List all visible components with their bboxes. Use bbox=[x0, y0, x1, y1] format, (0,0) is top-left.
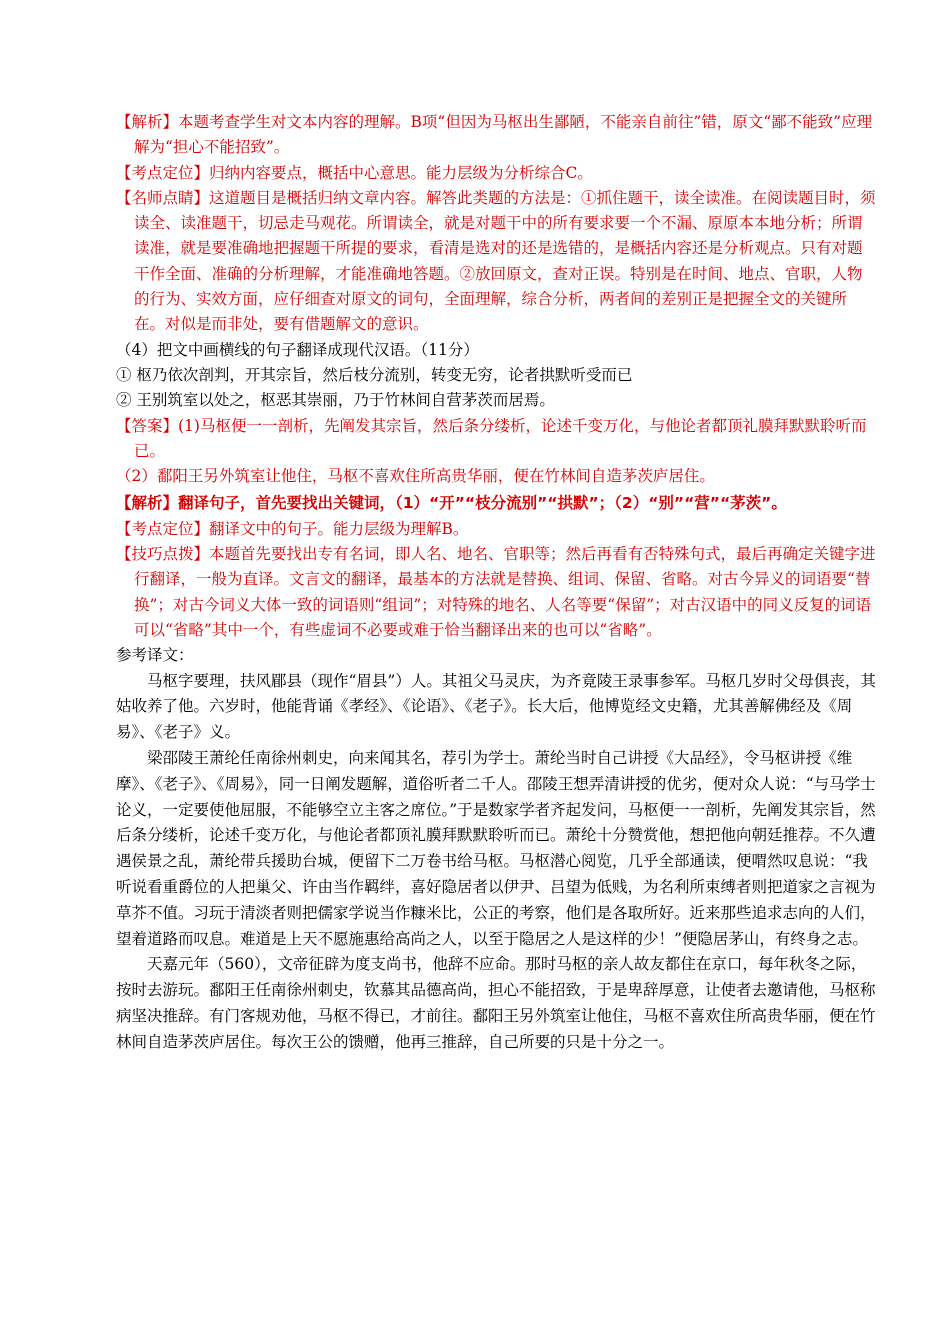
document-page bbox=[116, 110, 876, 1055]
translation-paragraph-1: 马枢字要理，扶风郿县（现作“眉县”）人。其祖父马灵庆，为齐竟陵王录事参军。马枢几岁时父母俱丧，其姑收养了他。六岁时，他能背诵《孝经》、《论语》、《老子》。长大后，他博览经文史籍，尤其善解佛经及《周易》、《老子》义。 bbox=[116, 671, 876, 742]
question-4-title: （4）把文中画横线的句子翻译成现代汉语。（11分） bbox=[116, 340, 479, 359]
translation-paragraph-3: 天嘉元年（560），文帝征辟为度支尚书，他辞不应命。那时马枢的亲人故友都住在京口，每年秋冬之际，按时去游玩。鄱阳王任南徐州刺史，钦慕其品德高尚，担心不能招致，于是卑辞厚意，让使者去邀请他，马枢称病坚决推辞。有门客规劝他，马枢不得已，才前往。鄱阳王另外筑室让他住，马枢不喜欢住所高贵华丽，便在竹林间自造茅茨庐居住。每次王公的馈赠，他再三推辞，自己所要的只是十分之一。 bbox=[116, 955, 876, 1051]
teacher-note-paragraph: 【名师点睛】这道题目是概括归纳文章内容。解答此类题的方法是：①抓住题干，读全读准。在阅读题目时，须读全、读准题干，切忌走马观花。所谓读全，就是对题干中的所有要求要一个不漏、原原本本地分析；所谓读准，就是要准确地把握题干所提的要求，看清是选对的还是选错的，是概括内容还是分析观点。只有对题干作全面、准确的分析理解，才能准确地答题。②放回原文，查对正误。特别是在时间、地点、官职，人物的行为、实效方面，应仔细查对原文的词句，全面理解，综合分析，两者间的差别正是把握全文的关键所在。对似是而非处，要有借题解文的意识。 bbox=[116, 188, 876, 334]
answer-paragraph-2: （2）鄱阳王另外筑室让他住，马枢不喜欢住所高贵华丽，便在竹林间自造茅茨庐居住。 bbox=[116, 467, 715, 486]
question-4-sentence-1: ① 枢乃依次剖判，开其宗旨，然后枝分流别，转变无穷，论者拱默听受而已 bbox=[116, 365, 633, 384]
exam-point-paragraph-4: 【考点定位】翻译文中的句子。能力层级为理解B。 bbox=[116, 519, 469, 538]
exam-point-paragraph-3: 【考点定位】归纳内容要点，概括中心意思。能力层级为分析综合C。 bbox=[116, 163, 593, 182]
translation-paragraph-2: 梁邵陵王萧纶任南徐州刺史，向来闻其名，荐引为学士。萧纶当时自己讲授《大品经》，令马枢讲授《维摩》、《老子》、《周易》，同一日阐发题解，道俗听者二千人。邵陵王想弄清讲授的优劣，便对众人说：“与马学士论义，一定要使他屈服，不能够空立主客之席位。”于是数家学者齐起发问，马枢便一一剖析，先阐发其宗旨，然后条分缕析，论述千变万化，与他论者都顶礼膜拜默默聆听而已。萧纶十分赞赏他，想把他向朝廷推荐。不久遭遇侯景之乱，萧纶带兵援助台城，便留下二万卷书给马枢。马枢潜心阅览，几乎全部通读，便喟然叹息说：“我听说看重爵位的人把巢父、许由当作羁绊，喜好隐居者以伊尹、吕望为低贱，为名利所束缚者则把道家之言视为草芥不值。习玩于清淡者则把儒家学说当作糠米比，公正的考察，他们是各取所好。近来那些追求志向的人们，望着道路而叹息。难道是上天不愿施惠给高尚之人，以至于隐居之人是这样的少！”便隐居茅山，有终身之志。 bbox=[116, 748, 876, 948]
question-4-sentence-2: ② 王别筑室以处之，枢恶其崇丽，乃于竹林间自营茅茨而居焉。 bbox=[116, 391, 555, 410]
answer-paragraph: 【答案】(1)马枢便一一剖析，先阐发其宗旨，然后条分缕析，论述千变万化，与他论者都顶礼膜拜默默聆听而已。 bbox=[116, 416, 867, 460]
analysis-paragraph-3: 【解析】本题考查学生对文本内容的理解。B项“但因为马枢出生鄙陋，不能亲自前往”错，原文“鄙不能致”应理解为“担心不能招致”。 bbox=[116, 113, 873, 157]
analysis-paragraph-4: 【解析】翻译句子，首先要找出关键词，（1）“开”“枝分流别”“拱默”；（2）“别”“营”“茅茨”。 bbox=[116, 494, 787, 513]
technique-tip-paragraph: 【技巧点拨】本题首先要找出专有名词，即人名、地名、官职等；然后再看有否特殊句式，最后再确定关键字进行翻译，一般为直译。文言文的翻译，最基本的方法就是替换、组词、保留、省略。对古今异义的词语要“替换”；对古今词义大体一致的词语则“组词”；对特殊的地名、人名等要“保留”；对古汉语中的同义反复的词语可以“省略”其中一个，有些虚词不必要或难于恰当翻译出来的也可以“省略”。 bbox=[116, 545, 876, 639]
translation-heading: 参考译文： bbox=[116, 646, 194, 665]
